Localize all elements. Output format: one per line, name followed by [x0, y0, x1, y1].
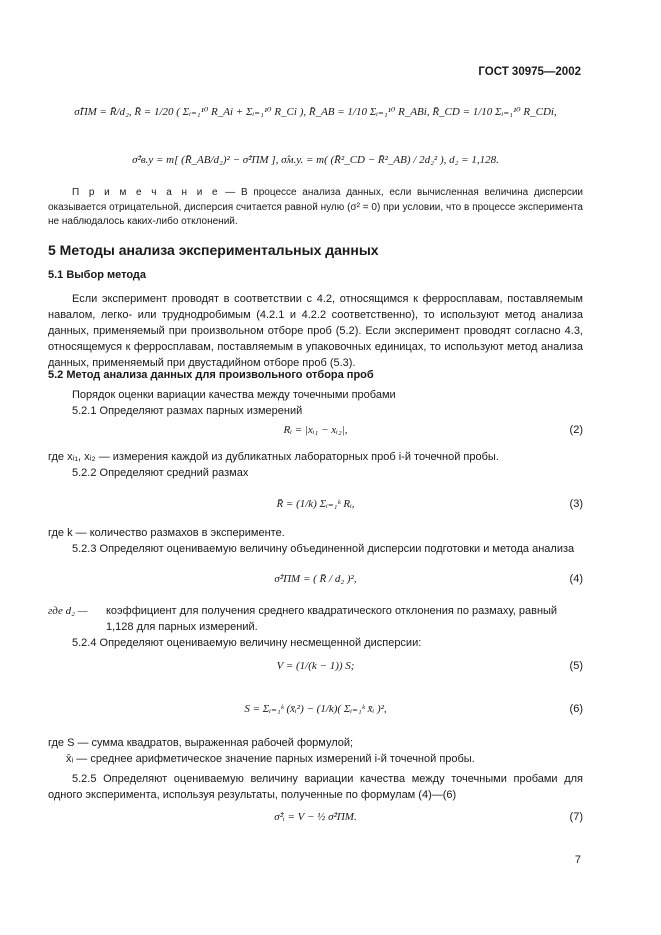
- document-header: ГОСТ 30975—2002: [478, 66, 581, 78]
- formula-expression: σ̂²ᵢ = V − ½ σ̂²ПМ.: [274, 811, 357, 824]
- formula-7: [48, 806, 583, 830]
- formula-line-2: σ̂²в.у = m[ (R̄_AB/d₂)² − σ̂²ПМ ], σ̂м.у. = m( (R̄²_CD − R̄²_AB) / 2d₂² ), d₂ = 1,128.: [132, 154, 499, 167]
- formula-3: [48, 488, 583, 522]
- where-text: коэффициент для получения среднего квадратического отклонения по размаху, равный 1,128 для парных измерений.: [106, 605, 558, 633]
- formula-expression: V = (1/(k − 1)) S;: [276, 660, 355, 673]
- formula-number: (7): [569, 811, 583, 824]
- formula-expression: σ̂²ПМ = ( R̄ / d₂ )²,: [274, 573, 357, 586]
- note-text: — В процессе анализа данных, если вычисленная величина дисперсии оказывается отрицательной, дисперсия считается равной нулю (σ² = 0) при условии, что в процессе эксперимента не наблюдалось каких-либо отклонений.: [48, 187, 583, 227]
- formula-4: [48, 562, 583, 598]
- note-block: [48, 186, 583, 230]
- formula-6: [48, 690, 583, 730]
- where-key: где d₂ —: [48, 605, 88, 617]
- formula-number: (3): [569, 498, 583, 511]
- section-5: [48, 240, 583, 260]
- where-block: [48, 450, 583, 482]
- formula-number: (4): [569, 573, 583, 586]
- formula-block-1: [48, 98, 583, 128]
- subsection-title: 5.1 Выбор метода: [48, 269, 147, 281]
- formula-line-1: σ̂ПМ = R̄/d₂, R̄ = 1/20 ( Σᵢ₌₁¹⁰ R_Ai + Σᵢ₌₁¹⁰ R_Ci ), R̄_AB = 1/10 Σᵢ₌₁¹⁰ R_ABi, R̄_CD = 1/10 Σᵢ₌₁¹⁰ R_CDi,: [74, 106, 557, 119]
- paragraph: 5.2.3 Определяют оцениваемую величину объединенной дисперсии подготовки и метода анализа: [72, 542, 575, 555]
- where-text: где S — сумма квадратов, выраженная рабочей формулой;: [48, 737, 354, 749]
- formula-block-2: [48, 144, 583, 178]
- where-text: где k — количество размахов в эксперименте.: [48, 527, 285, 539]
- paragraph: 5.2.1 Определяют размах парных измерений: [72, 404, 303, 417]
- formula-number: (2): [569, 424, 583, 437]
- where-text: где xᵢ₁, xᵢ₂ — измерения каждой из дубликатных лабораторных проб i-й точечной пробы.: [48, 451, 499, 463]
- formula-expression: Rᵢ = |xᵢ₁ − xᵢ₂|,: [283, 424, 348, 437]
- paragraph: 5.2.2 Определяют средний размах: [72, 466, 249, 479]
- paragraph: 5.2.5 Определяют оцениваемую величину вариации качества между точечными пробами для одного эксперимента, используя результаты, полученные по формулам (4)—(6): [48, 772, 583, 801]
- where-block: [48, 604, 583, 652]
- formula-expression: R̄ = (1/k) Σᵢ₌₁ᵏ Rᵢ,: [276, 498, 355, 511]
- paragraph: Порядок оценки вариации качества между точечными пробами: [72, 388, 396, 401]
- where-block: [48, 526, 583, 558]
- where-block: [48, 736, 583, 804]
- note-label: П р и м е ч а н и е: [72, 187, 220, 198]
- paragraph: 5.2.4 Определяют оцениваемую величину несмещенной дисперсии:: [72, 636, 422, 649]
- where-text: x̄ᵢ — среднее арифметическое значение парных измерений i-й точечной пробы.: [66, 752, 475, 765]
- formula-2: [48, 420, 583, 442]
- section-title: 5 Методы анализа экспериментальных данных: [48, 242, 379, 258]
- formula-5: [48, 652, 583, 682]
- subsection-5-2: [48, 368, 583, 420]
- subsection-5-1: [48, 268, 583, 372]
- formula-number: (5): [569, 660, 583, 673]
- formula-number: (6): [569, 703, 583, 716]
- page-number: 7: [574, 854, 581, 866]
- subsection-title: 5.2 Метод анализа данных для произвольного отбора проб: [48, 369, 374, 381]
- formula-expression: S = Σᵢ₌₁ᵏ (x̄ᵢ²) − (1/k)( Σᵢ₌₁ᵏ x̄ᵢ )²,: [244, 703, 387, 716]
- paragraph: Если эксперимент проводят в соответствии с 4.2, относящимся к ферросплавам, поставляемым навалом, легко- или труднодробимым (4.2.1 и 4.2.2 соответственно), то используют метод анализа данных, применяемый при произвольном отборе проб (5.2). Если эксперимент проводят согласно 4.3, относящемуся к ферросплавам, поставляемым в упаковочных единицах, то используют метод анализа данных, применяемый при двустадийном отборе проб (5.3).: [48, 292, 583, 369]
